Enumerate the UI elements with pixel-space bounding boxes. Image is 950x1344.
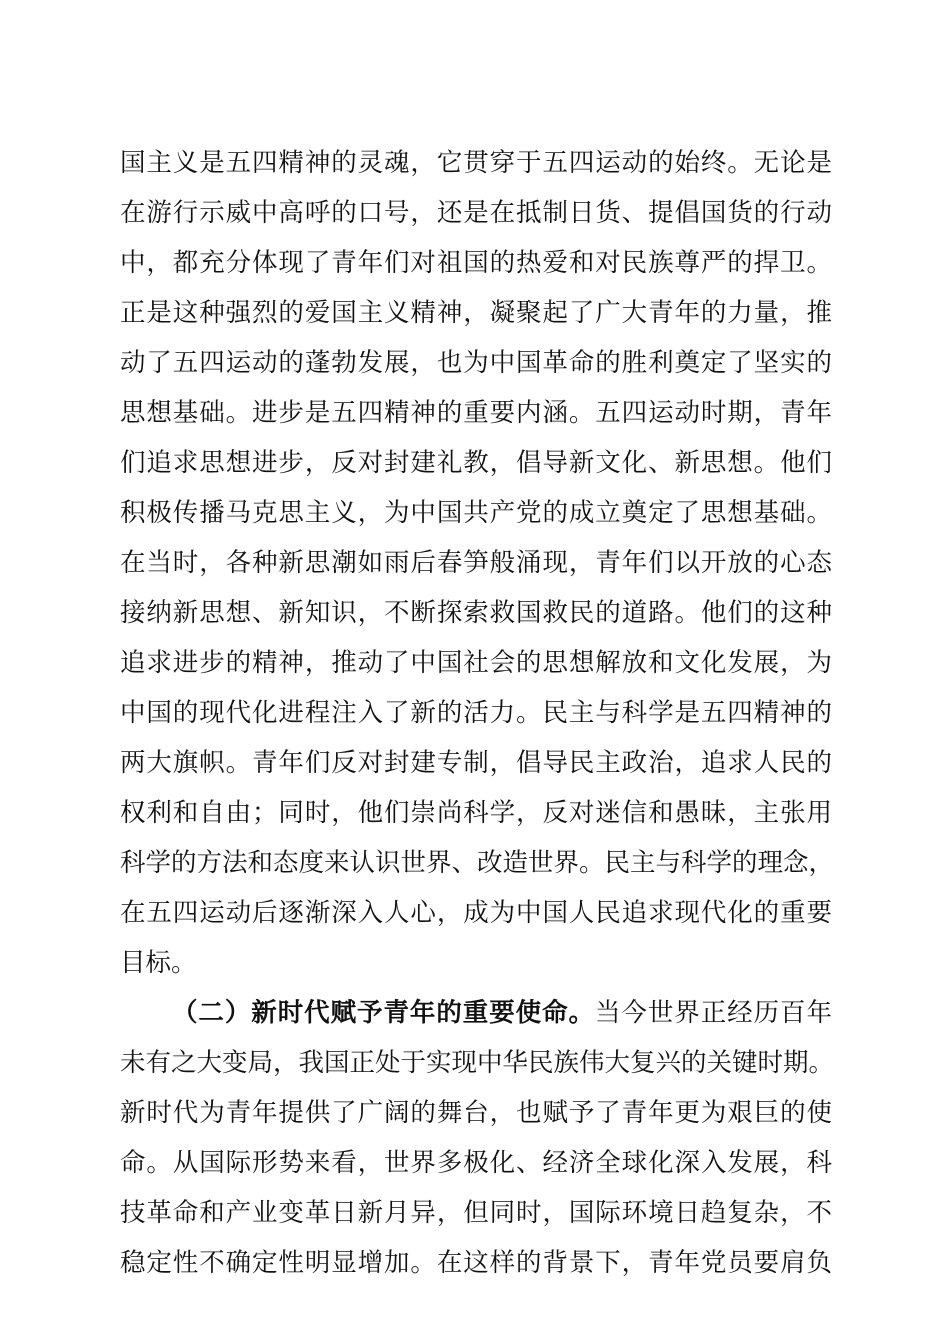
body-text-line: 科学的方法和态度来认识世界、改造世界。民主与科学的理念，	[120, 848, 835, 878]
body-text-line: 中，都充分体现了青年们对祖国的热爱和对民族尊严的捍卫。	[120, 248, 832, 278]
body-text-line: 中国的现代化进程注入了新的活力。民主与科学是五四精神的	[120, 698, 832, 728]
body-text-line: 在当时，各种新思潮如雨后春笋般涌现，青年们以开放的心态	[120, 548, 832, 578]
body-text-line: 接纳新思想、新知识，不断探索救国救民的道路。他们的这种	[120, 598, 832, 628]
body-text-line: 技革命和产业变革日新月异，但同时，国际环境日趋复杂，不	[120, 1198, 832, 1228]
body-text-line: 新时代为青年提供了广阔的舞台，也赋予了青年更为艰巨的使	[120, 1098, 832, 1128]
body-text-line: 动了五四运动的蓬勃发展，也为中国革命的胜利奠定了坚实的	[120, 348, 832, 378]
body-text-line: 积极传播马克思主义，为中国共产党的成立奠定了思想基础。	[120, 498, 832, 528]
body-text-line: 命。从国际形势来看，世界多极化、经济全球化深入发展，科	[120, 1148, 832, 1178]
section-first-line	[172, 993, 832, 1033]
body-text-line: 权利和自由；同时，他们崇尚科学，反对迷信和愚昧，主张用	[120, 798, 832, 828]
section-first-line-text: 当今世界正经历百年	[594, 998, 832, 1028]
body-text-line: 在游行示威中高呼的口号，还是在抵制日货、提倡国货的行动	[120, 198, 832, 228]
body-text-line: 在五四运动后逐渐深入人心，成为中国人民追求现代化的重要	[120, 898, 832, 928]
body-text-line: 未有之大变局，我国正处于实现中华民族伟大复兴的关键时期。	[120, 1048, 835, 1078]
body-text-line: 正是这种强烈的爱国主义精神，凝聚起了广大青年的力量，推	[120, 298, 832, 328]
body-text-line: 目标。	[120, 948, 197, 978]
body-text-line: 稳定性不确定性明显增加。在这样的背景下，青年党员要肩负	[120, 1248, 832, 1278]
body-text-line: 两大旗帜。青年们反对封建专制，倡导民主政治，追求人民的	[120, 748, 832, 778]
body-text-line: 思想基础。进步是五四精神的重要内涵。五四运动时期，青年	[120, 398, 832, 428]
body-text-line: 们追求思想进步，反对封建礼教，倡导新文化、新思想。他们	[120, 448, 832, 478]
section-heading: （二）新时代赋予青年的重要使命。	[172, 998, 595, 1028]
body-text-line: 国主义是五四精神的灵魂，它贯穿于五四运动的始终。无论是	[120, 148, 832, 178]
body-text-line: 追求进步的精神，推动了中国社会的思想解放和文化发展，为	[120, 648, 832, 678]
